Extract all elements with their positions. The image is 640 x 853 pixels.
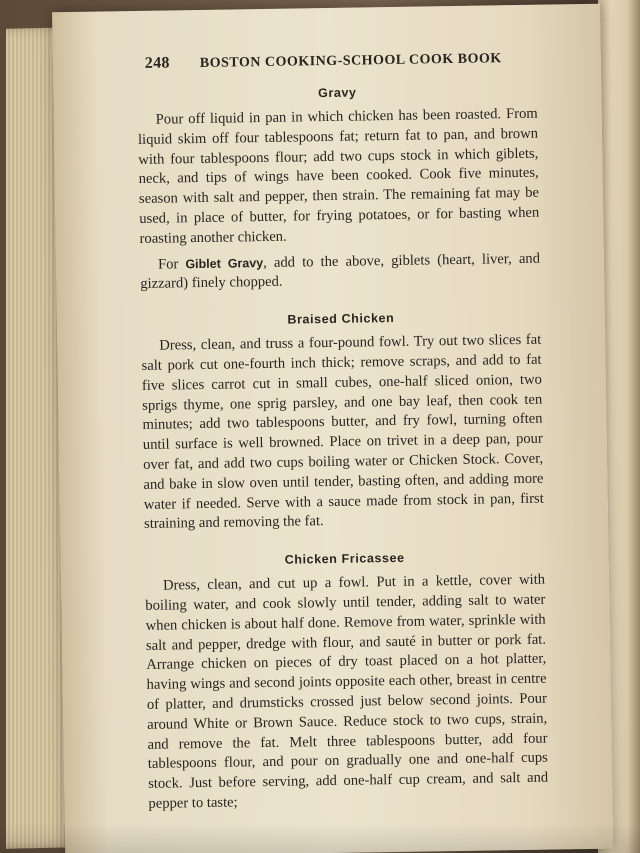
braised-chicken-paragraph: Dress, clean, and truss a four-pound fowl. Try out two slices fat salt pork cut one-fourth inch thick; remove scraps, and add to fat five slices carrot cut in small cubes, one-half sliced onion, two sprigs thyme, one sprig parsley, and one bay leaf, then cook ten minutes; add two tablespoons butter, and fry fowl, turning often until surface is well browned. Place on trivet in a deep pan, pour over fat, and add two cups boiling water or Chicken Stock. Cover, and bake in slow oven until tender, basting often, and adding more water if needed. Serve with a sauce made from stock in pan, first straining and removing the fat.: [141, 331, 544, 533]
giblet-prefix: For: [157, 255, 186, 273]
page-content: [137, 83, 548, 821]
bottom-shadow: [0, 823, 640, 853]
running-head: [145, 48, 565, 73]
giblet-rest: , add to the above, giblets (heart, liver, and gizzard) finely chopped.: [140, 250, 541, 293]
book-page: [52, 4, 613, 853]
page-number: 248: [144, 54, 170, 72]
section-title-gravy: Gravy: [317, 85, 357, 101]
section-title-chicken-fricassee: Chicken Fricassee: [284, 550, 405, 567]
giblet-gravy-term: Giblet Gravy: [185, 255, 264, 271]
giblet-gravy-note: [140, 249, 541, 295]
section-title-braised-chicken: Braised Chicken: [287, 311, 395, 327]
book-title: BOSTON COOKING-SCHOOL COOK BOOK: [199, 51, 502, 71]
chicken-fricassee-paragraph: Dress, clean, and cut up a fowl. Put in a kettle, cover with boiling water, and cook slowly until tender, adding salt to water when chicken is about half done. Remove from water, sprinkle with salt and pepper, dredge with flour, and sauté in butter or pork fat. Arrange chicken on pieces of dry toast placed on a hot platter, having wings and second joints opposite each other, breast in centre of platter, and drumsticks crossed just below second joints. Pour around White or Brown Sauce. Reduce stock to two cups, strain, and remove the fat. Melt three tablespoons butter, add four tablespoons flour, and pour on gradually one and one-half cups stock. Just before serving, add one-half cup cream, and salt and pepper to taste;: [145, 571, 549, 812]
gravy-paragraph: Pour off liquid in pan in which chicken has been roasted. From liquid skim off four tablespoons fat; return fat to pan, and brown with four tablespoons flour; add two cups stock in which giblets, neck, and tips of wings have been cooked. Cook five minutes, season with salt and pepper, then strain. The remaining fat may be used, in place of butter, for frying potatoes, or for basting when roasting another chicken.: [137, 105, 540, 247]
